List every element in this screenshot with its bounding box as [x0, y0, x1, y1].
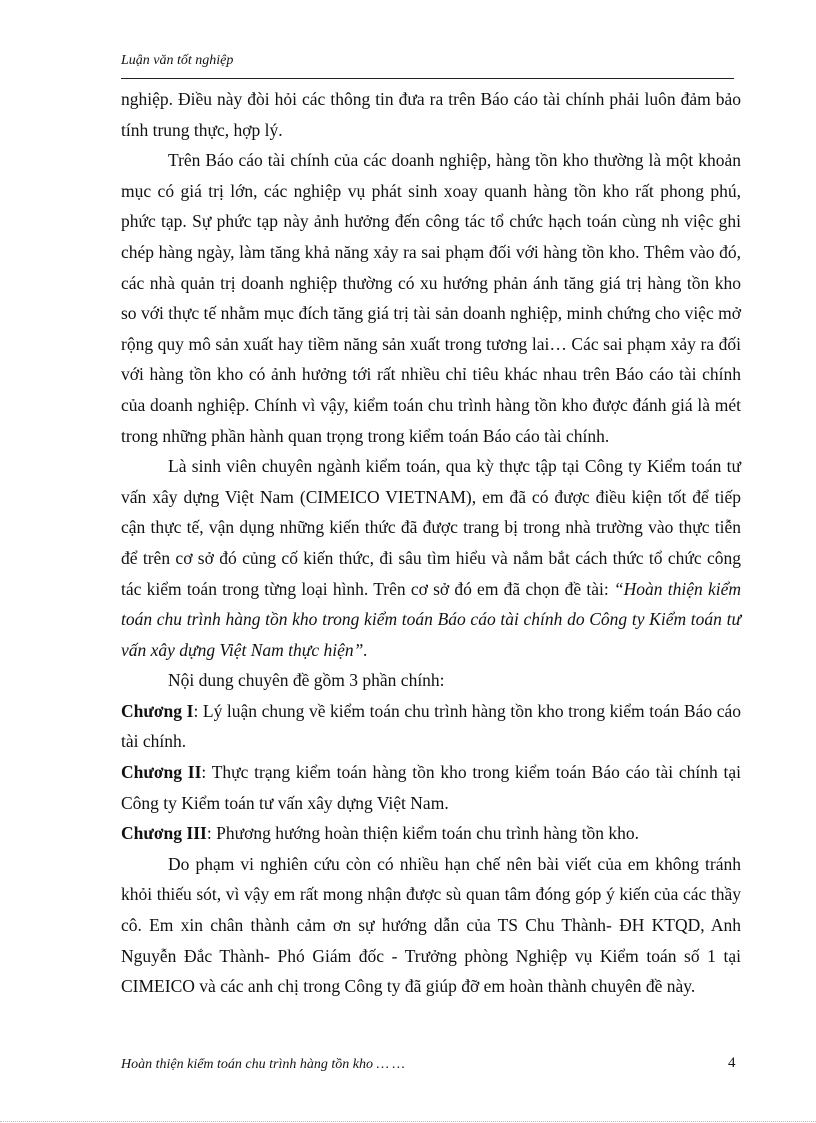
chapter-label: Chương II [121, 762, 202, 783]
header-rule [121, 78, 734, 79]
paragraph-continuation: nghiệp. Điều này đòi hỏi các thông tin đưa ra trên Báo cáo tài chính phải luôn đảm bảo tính trung thực, hợp lý. [121, 89, 741, 140]
document-body [121, 84, 741, 1002]
chapter-item [121, 818, 741, 849]
paragraph-structure: Nội dung chuyên đề gồm 3 phần chính: [168, 670, 445, 691]
page-number: 4 [728, 1055, 736, 1071]
paragraph-acknowledgement: Do phạm vi nghiên cứu còn có nhiều hạn chế nên bài viết của em không tránh khỏi thiếu sót, vì vậy em rất mong nhận được sù quan tâm đóng góp ý kiến của các thầy cô. Em xin chân thành cảm ơn sự hướng dẫn của TS Chu Thành- ĐH KTQD, Anh Nguyễn Đắc Thành- Phó Giám đốc - Trưởng phòng Nghiệp vụ Kiểm toán số 1 tại CIMEICO và các anh chị trong Công ty đã giúp đỡ em hoàn thành chuyên đề này. [121, 853, 741, 997]
chapter-text: : Phương hướng hoàn thiện kiểm toán chu trình hàng tồn kho. [206, 823, 640, 844]
page-bottom-border [0, 1121, 816, 1122]
chapter-item [121, 757, 741, 818]
chapter-text: : Lý luận chung về kiểm toán chu trình hàng tồn kho trong kiểm toán Báo cáo tài chính. [121, 700, 741, 752]
topic-intro: Là sinh viên chuyên ngành kiểm toán, qua kỳ thực tập tại Công ty Kiểm toán tư vấn xây dựng Việt Nam (CIMEICO VIETNAM), em đã có được điều kiện tốt để tiếp cận thực tế, vận dụng những kiến thức đã được trang bị trong nhà trường vào thực tiễn để trên cơ sở đó củng cố kiến thức, đi sâu tìm hiểu và nắm bắt cách thức tổ chức công tác kiểm toán trong từng loại hình. Trên cơ sở đó em đã chọn đề tài: [121, 456, 741, 599]
paragraph-inventory: Trên Báo cáo tài chính của các doanh nghiệp, hàng tồn kho thường là một khoản mục có giá trị lớn, các nghiệp vụ phát sinh xoay quanh hàng tồn kho rất phong phú, phức tạp. Sự phức tạp này ảnh hưởng đến công tác tổ chức hạch toán cùng nh việc ghi chép hàng ngày, làm tăng khả năng xảy ra sai phạm đối với hàng tồn kho. Thêm vào đó, các nhà quản trị doanh nghiệp thường có xu hướng phản ánh tăng giá trị hàng tồn kho so với thực tế nhằm mục đích tăng giá trị tài sản doanh nghiệp, minh chứng cho việc mở rộng quy mô sản xuất hay tiềm năng sản xuất trong tương lai… Các sai phạm xảy ra đối với hàng tồn kho có ảnh hưởng tới rất nhiều chỉ tiêu khác nhau trên Báo cáo tài chính của doanh nghiệp. Chính vì vậy, kiểm toán chu trình hàng tồn kho được đánh giá là mét trong những phần hành quan trọng trong kiểm toán Báo cáo tài chính. [121, 150, 741, 446]
chapter-label: Chương III [121, 823, 207, 844]
chapter-label: Chương I [121, 700, 194, 721]
running-header: Luận văn tốt nghiệp [121, 53, 234, 68]
topic-title: “Hoàn thiện kiểm toán chu trình hàng tồn kho trong kiểm toán Báo cáo tài chính do Công ty Kiểm toán tư vấn xây dựng Việt Nam thực hiện”. [121, 578, 741, 660]
chapter-item [121, 696, 741, 757]
paragraph-topic [121, 451, 741, 665]
running-footer: Hoàn thiện kiểm toán chu trình hàng tồn kho … … [121, 1057, 405, 1072]
chapter-text: : Thực trạng kiểm toán hàng tồn kho trong kiểm toán Báo cáo tài chính tại Công ty Kiểm toán tư vấn xây dựng Việt Nam. [121, 762, 741, 813]
